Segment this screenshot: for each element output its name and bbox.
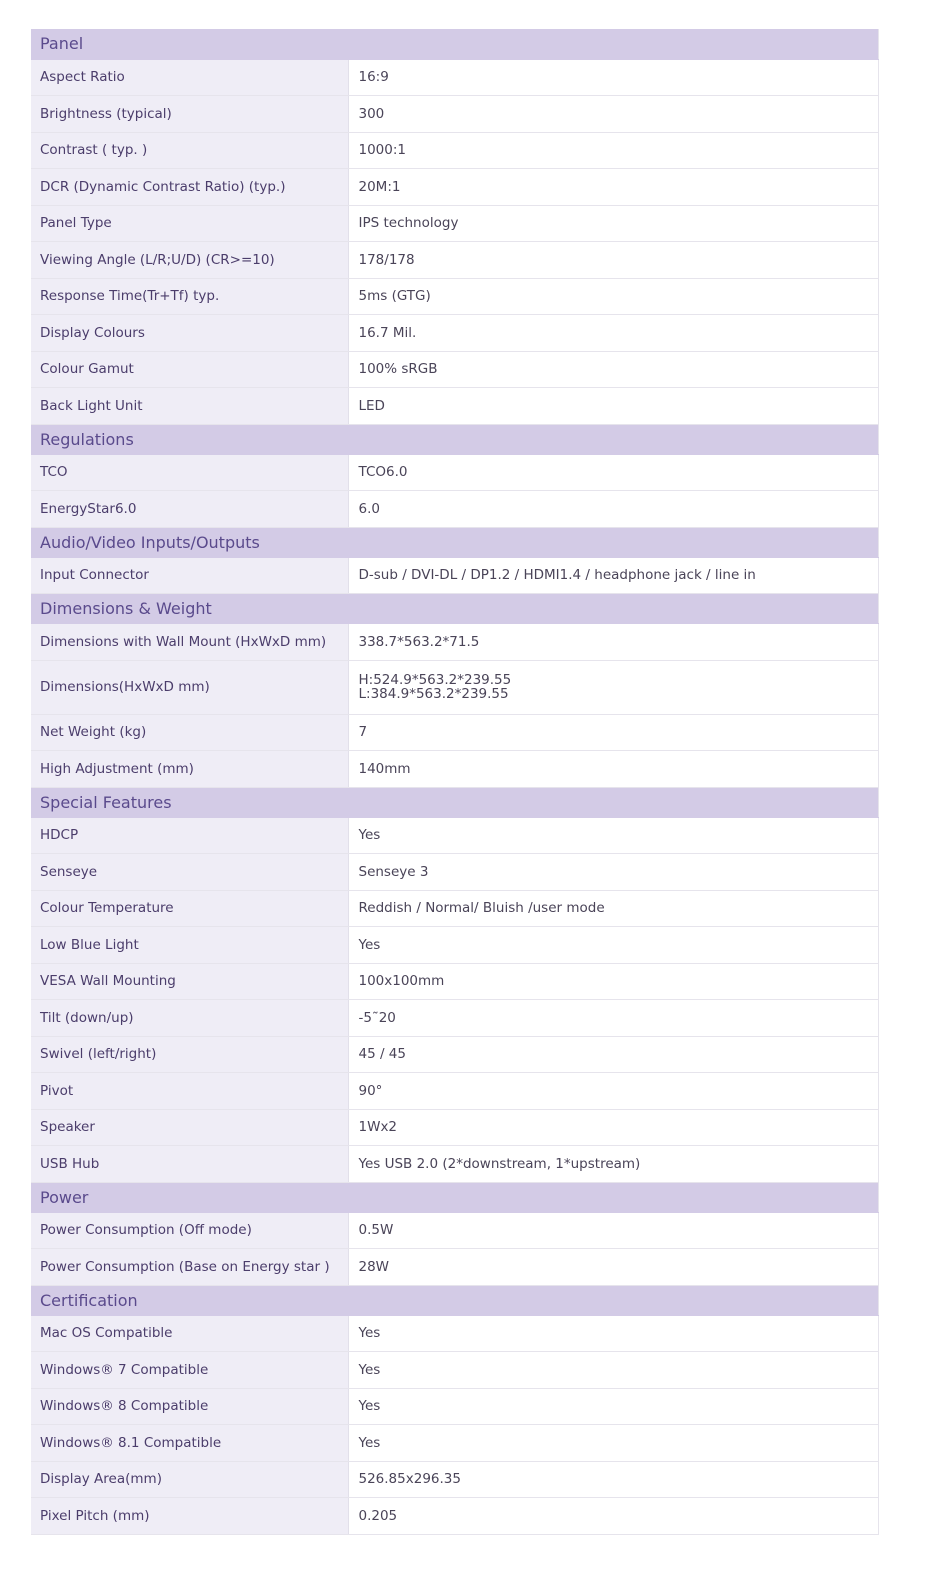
- spec-label: Colour Temperature: [31, 890, 348, 927]
- spec-row: [31, 1425, 879, 1462]
- spec-label: Low Blue Light: [31, 927, 348, 964]
- section-header-certification: [31, 1285, 879, 1315]
- section-header-regulations: [31, 424, 879, 454]
- section-header-panel: [31, 29, 879, 59]
- section-header-audio-video-inputs-outputs: [31, 527, 879, 557]
- spec-row: [31, 714, 879, 751]
- spec-label: Display Area(mm): [31, 1461, 348, 1498]
- spec-label: EnergyStar6.0: [31, 491, 348, 528]
- spec-value: Yes: [348, 1315, 879, 1352]
- spec-value: Yes: [348, 1352, 879, 1389]
- spec-value: 20M:1: [348, 169, 879, 206]
- spec-label: Dimensions with Wall Mount (HxWxD mm): [31, 624, 348, 661]
- spec-value: 16.7 Mil.: [348, 315, 879, 352]
- spec-row: [31, 1461, 879, 1498]
- spec-value: Yes: [348, 1388, 879, 1425]
- section-title: Special Features: [31, 787, 879, 817]
- spec-value: 1Wx2: [348, 1109, 879, 1146]
- section-title: Panel: [31, 29, 879, 59]
- spec-label: Response Time(Tr+Tf) typ.: [31, 278, 348, 315]
- spec-label: Swivel (left/right): [31, 1036, 348, 1073]
- spec-value: 0.5W: [348, 1212, 879, 1249]
- spec-row: [31, 278, 879, 315]
- spec-label: Mac OS Compatible: [31, 1315, 348, 1352]
- spec-label: Display Colours: [31, 315, 348, 352]
- spec-row: [31, 1315, 879, 1352]
- spec-row: [31, 205, 879, 242]
- spec-row: [31, 854, 879, 891]
- spec-row: [31, 1212, 879, 1249]
- spec-label: Panel Type: [31, 205, 348, 242]
- spec-value: Yes: [348, 927, 879, 964]
- section-title: Power: [31, 1182, 879, 1212]
- spec-value: 16:9: [348, 59, 879, 96]
- section-header-power: [31, 1182, 879, 1212]
- spec-label: Net Weight (kg): [31, 714, 348, 751]
- spec-label: HDCP: [31, 817, 348, 854]
- spec-row: [31, 132, 879, 169]
- spec-row: [31, 624, 879, 661]
- spec-value: 1000:1: [348, 132, 879, 169]
- spec-label: Windows® 8.1 Compatible: [31, 1425, 348, 1462]
- spec-row: [31, 1498, 879, 1535]
- spec-value: 6.0: [348, 491, 879, 528]
- spec-value: 90°: [348, 1073, 879, 1110]
- spec-row: [31, 1388, 879, 1425]
- spec-row: [31, 963, 879, 1000]
- spec-row: [31, 890, 879, 927]
- spec-value: 338.7*563.2*71.5: [348, 624, 879, 661]
- spec-label: USB Hub: [31, 1146, 348, 1183]
- spec-label: High Adjustment (mm): [31, 751, 348, 788]
- spec-value: 45 / 45: [348, 1036, 879, 1073]
- spec-value: TCO6.0: [348, 454, 879, 491]
- spec-label: Speaker: [31, 1109, 348, 1146]
- spec-row: [31, 927, 879, 964]
- spec-label: Colour Gamut: [31, 351, 348, 388]
- spec-value: Yes USB 2.0 (2*downstream, 1*upstream): [348, 1146, 879, 1183]
- spec-row: [31, 169, 879, 206]
- spec-label: Contrast ( typ. ): [31, 132, 348, 169]
- spec-row: [31, 454, 879, 491]
- spec-row: [31, 557, 879, 594]
- spec-row: [31, 1073, 879, 1110]
- spec-value: IPS technology: [348, 205, 879, 242]
- spec-value: LED: [348, 388, 879, 425]
- spec-value: 140mm: [348, 751, 879, 788]
- section-title: Certification: [31, 1285, 879, 1315]
- spec-label: Dimensions(HxWxD mm): [31, 660, 348, 714]
- spec-label: VESA Wall Mounting: [31, 963, 348, 1000]
- spec-value: 28W: [348, 1249, 879, 1286]
- spec-row: [31, 242, 879, 279]
- section-header-special-features: [31, 787, 879, 817]
- spec-row: [31, 660, 879, 714]
- spec-value: Reddish / Normal/ Bluish /user mode: [348, 890, 879, 927]
- spec-row: [31, 59, 879, 96]
- spec-value: 300: [348, 96, 879, 133]
- spec-label: Power Consumption (Off mode): [31, 1212, 348, 1249]
- spec-row: [31, 1109, 879, 1146]
- spec-value: Senseye 3: [348, 854, 879, 891]
- spec-value: -5˜20: [348, 1000, 879, 1037]
- spec-row: [31, 1036, 879, 1073]
- spec-row: [31, 1000, 879, 1037]
- section-title: Regulations: [31, 424, 879, 454]
- spec-row: [31, 1249, 879, 1286]
- spec-label: Senseye: [31, 854, 348, 891]
- spec-label: Pivot: [31, 1073, 348, 1110]
- spec-label: Pixel Pitch (mm): [31, 1498, 348, 1535]
- spec-label: Tilt (down/up): [31, 1000, 348, 1037]
- spec-value: 100x100mm: [348, 963, 879, 1000]
- section-header-dimensions-weight: [31, 594, 879, 624]
- spec-row: [31, 491, 879, 528]
- spec-value: 100% sRGB: [348, 351, 879, 388]
- spec-table-body: [31, 29, 879, 1534]
- spec-value: D-sub / DVI-DL / DP1.2 / HDMI1.4 / headphone jack / line in: [348, 557, 879, 594]
- spec-row: [31, 96, 879, 133]
- spec-value: H:524.9*563.2*239.55 L:384.9*563.2*239.55: [348, 660, 879, 714]
- spec-row: [31, 1352, 879, 1389]
- spec-label: Back Light Unit: [31, 388, 348, 425]
- spec-table: [31, 29, 879, 1535]
- spec-label: Aspect Ratio: [31, 59, 348, 96]
- section-title: Audio/Video Inputs/Outputs: [31, 527, 879, 557]
- spec-label: Power Consumption (Base on Energy star ): [31, 1249, 348, 1286]
- spec-row: [31, 388, 879, 425]
- spec-label: Windows® 7 Compatible: [31, 1352, 348, 1389]
- spec-label: Windows® 8 Compatible: [31, 1388, 348, 1425]
- spec-value: 5ms (GTG): [348, 278, 879, 315]
- spec-label: Input Connector: [31, 557, 348, 594]
- spec-label: Viewing Angle (L/R;U/D) (CR>=10): [31, 242, 348, 279]
- section-title: Dimensions & Weight: [31, 594, 879, 624]
- spec-row: [31, 315, 879, 352]
- spec-value: 0.205: [348, 1498, 879, 1535]
- spec-label: TCO: [31, 454, 348, 491]
- spec-value: 526.85x296.35: [348, 1461, 879, 1498]
- spec-row: [31, 817, 879, 854]
- spec-value: Yes: [348, 817, 879, 854]
- spec-value: Yes: [348, 1425, 879, 1462]
- spec-label: DCR (Dynamic Contrast Ratio) (typ.): [31, 169, 348, 206]
- spec-row: [31, 751, 879, 788]
- spec-value: 178/178: [348, 242, 879, 279]
- spec-label: Brightness (typical): [31, 96, 348, 133]
- spec-row: [31, 351, 879, 388]
- spec-value: 7: [348, 714, 879, 751]
- spec-row: [31, 1146, 879, 1183]
